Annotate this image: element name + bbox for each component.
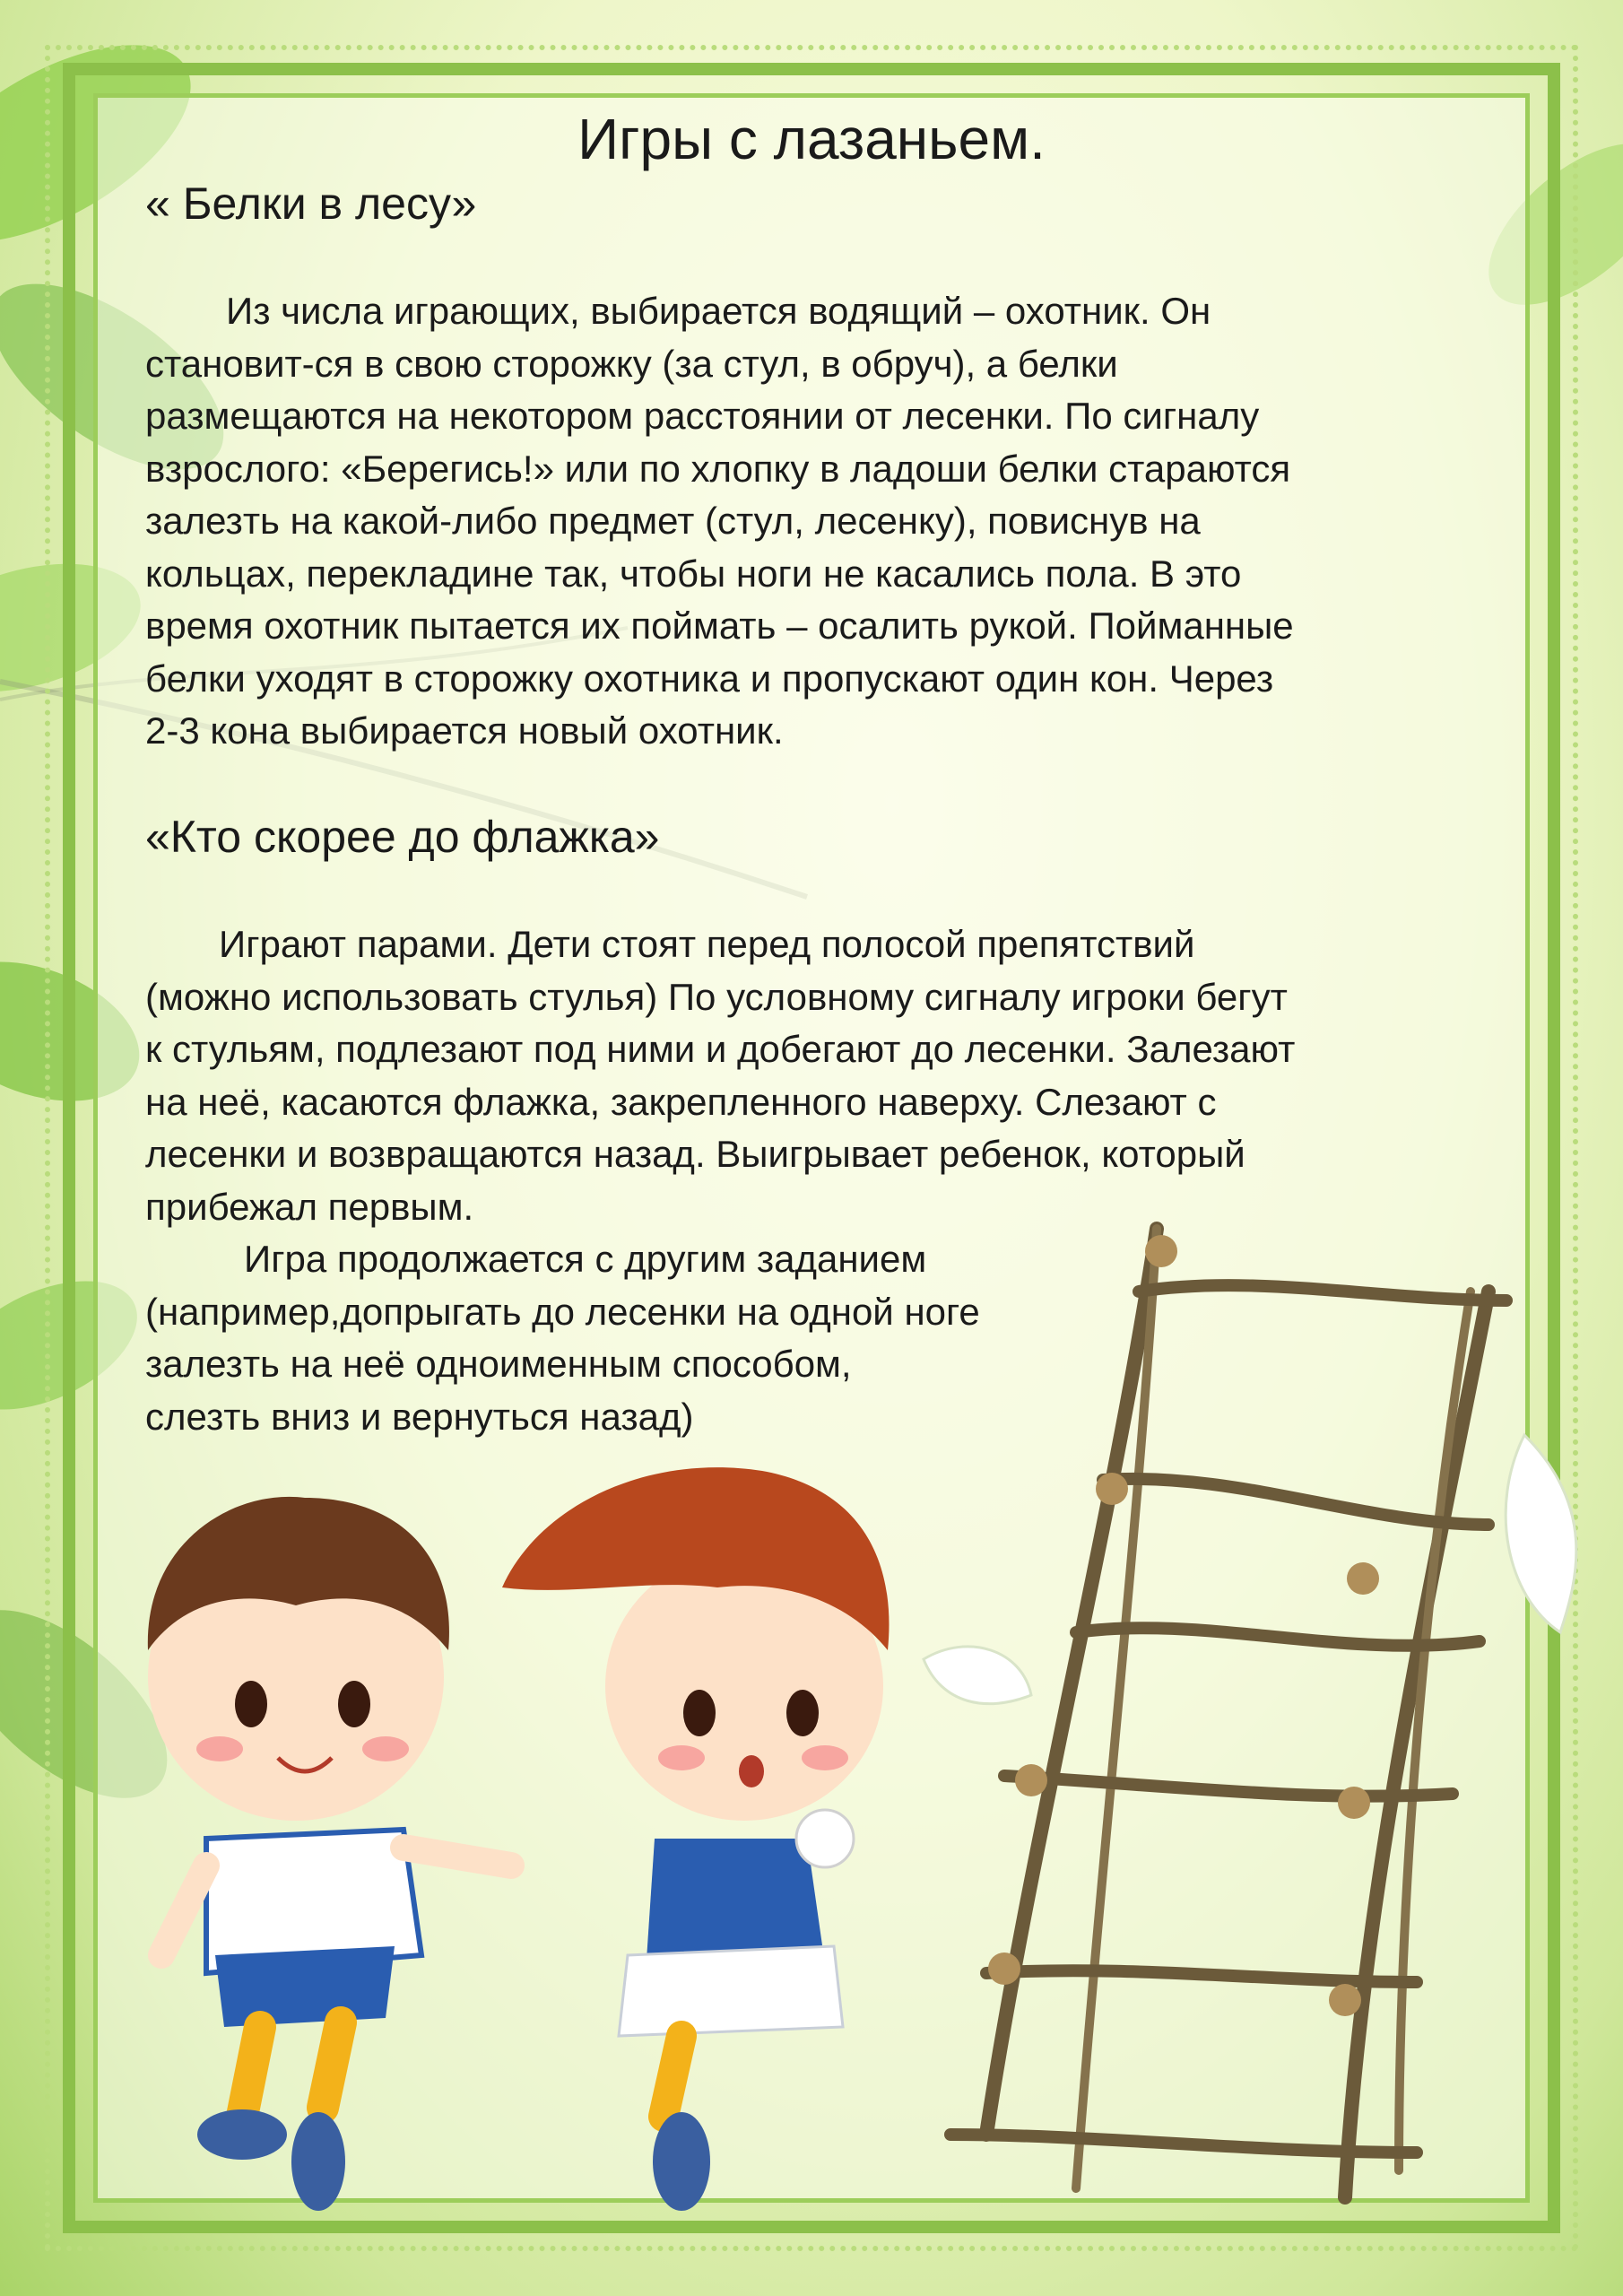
text-line: размещаются на некотором расстоянии от лесенки. По сигналу xyxy=(145,395,1260,437)
text-line: 2-3 кона выбирается новый охотник. xyxy=(145,709,784,752)
text-line: кольцах, перекладине так, чтобы ноги не касались пола. В это xyxy=(145,552,1242,595)
text-line: залезть на какой-либо предмет (стул, лесенку), повиснув на xyxy=(145,500,1201,542)
game1-description xyxy=(145,285,1294,758)
game2-description xyxy=(145,918,1295,1443)
text-line: к стульям, подлезают под ними и добегают до лесенки. Залезают xyxy=(145,1028,1296,1070)
text-line: Игра продолжается с другим заданием xyxy=(244,1238,927,1280)
text-line: (можно использовать стулья) По условному сигналу игроки бегут xyxy=(145,975,1288,1018)
text-line: на неё, касаются флажка, закрепленного наверху. Слезают с xyxy=(145,1080,1217,1123)
game2-heading: «Кто скорее до флажка» xyxy=(145,812,660,862)
text-line: (например,допрыгать до лесенки на одной ноге xyxy=(145,1290,980,1333)
text-line: взрослого: «Берегись!» или по хлопку в ладоши белки стараются xyxy=(145,447,1291,490)
text-line: залезть на неё одноименным способом, xyxy=(145,1343,852,1385)
text-line: время охотник пытается их поймать – осалить рукой. Пойманные xyxy=(145,604,1294,647)
text-line: лесенки и возвращаются назад. Выигрывает ребенок, который xyxy=(145,1133,1245,1175)
game1-heading: « Белки в лесу» xyxy=(145,178,477,229)
text-line: становит-ся в свою сторожку (за стул, в обруч), а белки xyxy=(145,342,1118,385)
text-line: Играют парами. Дети стоят перед полосой препятствий xyxy=(219,923,1195,965)
text-line: прибежал первым. xyxy=(145,1185,474,1228)
text-line: Из числа играющих, выбирается водящий – охотник. Он xyxy=(226,290,1211,332)
text-line: белки уходят в сторожку охотника и пропускают один кон. Через xyxy=(145,657,1274,700)
text-line: слезть вниз и вернуться назад) xyxy=(145,1395,694,1438)
page-title: Игры с лазаньем. xyxy=(577,107,1046,171)
